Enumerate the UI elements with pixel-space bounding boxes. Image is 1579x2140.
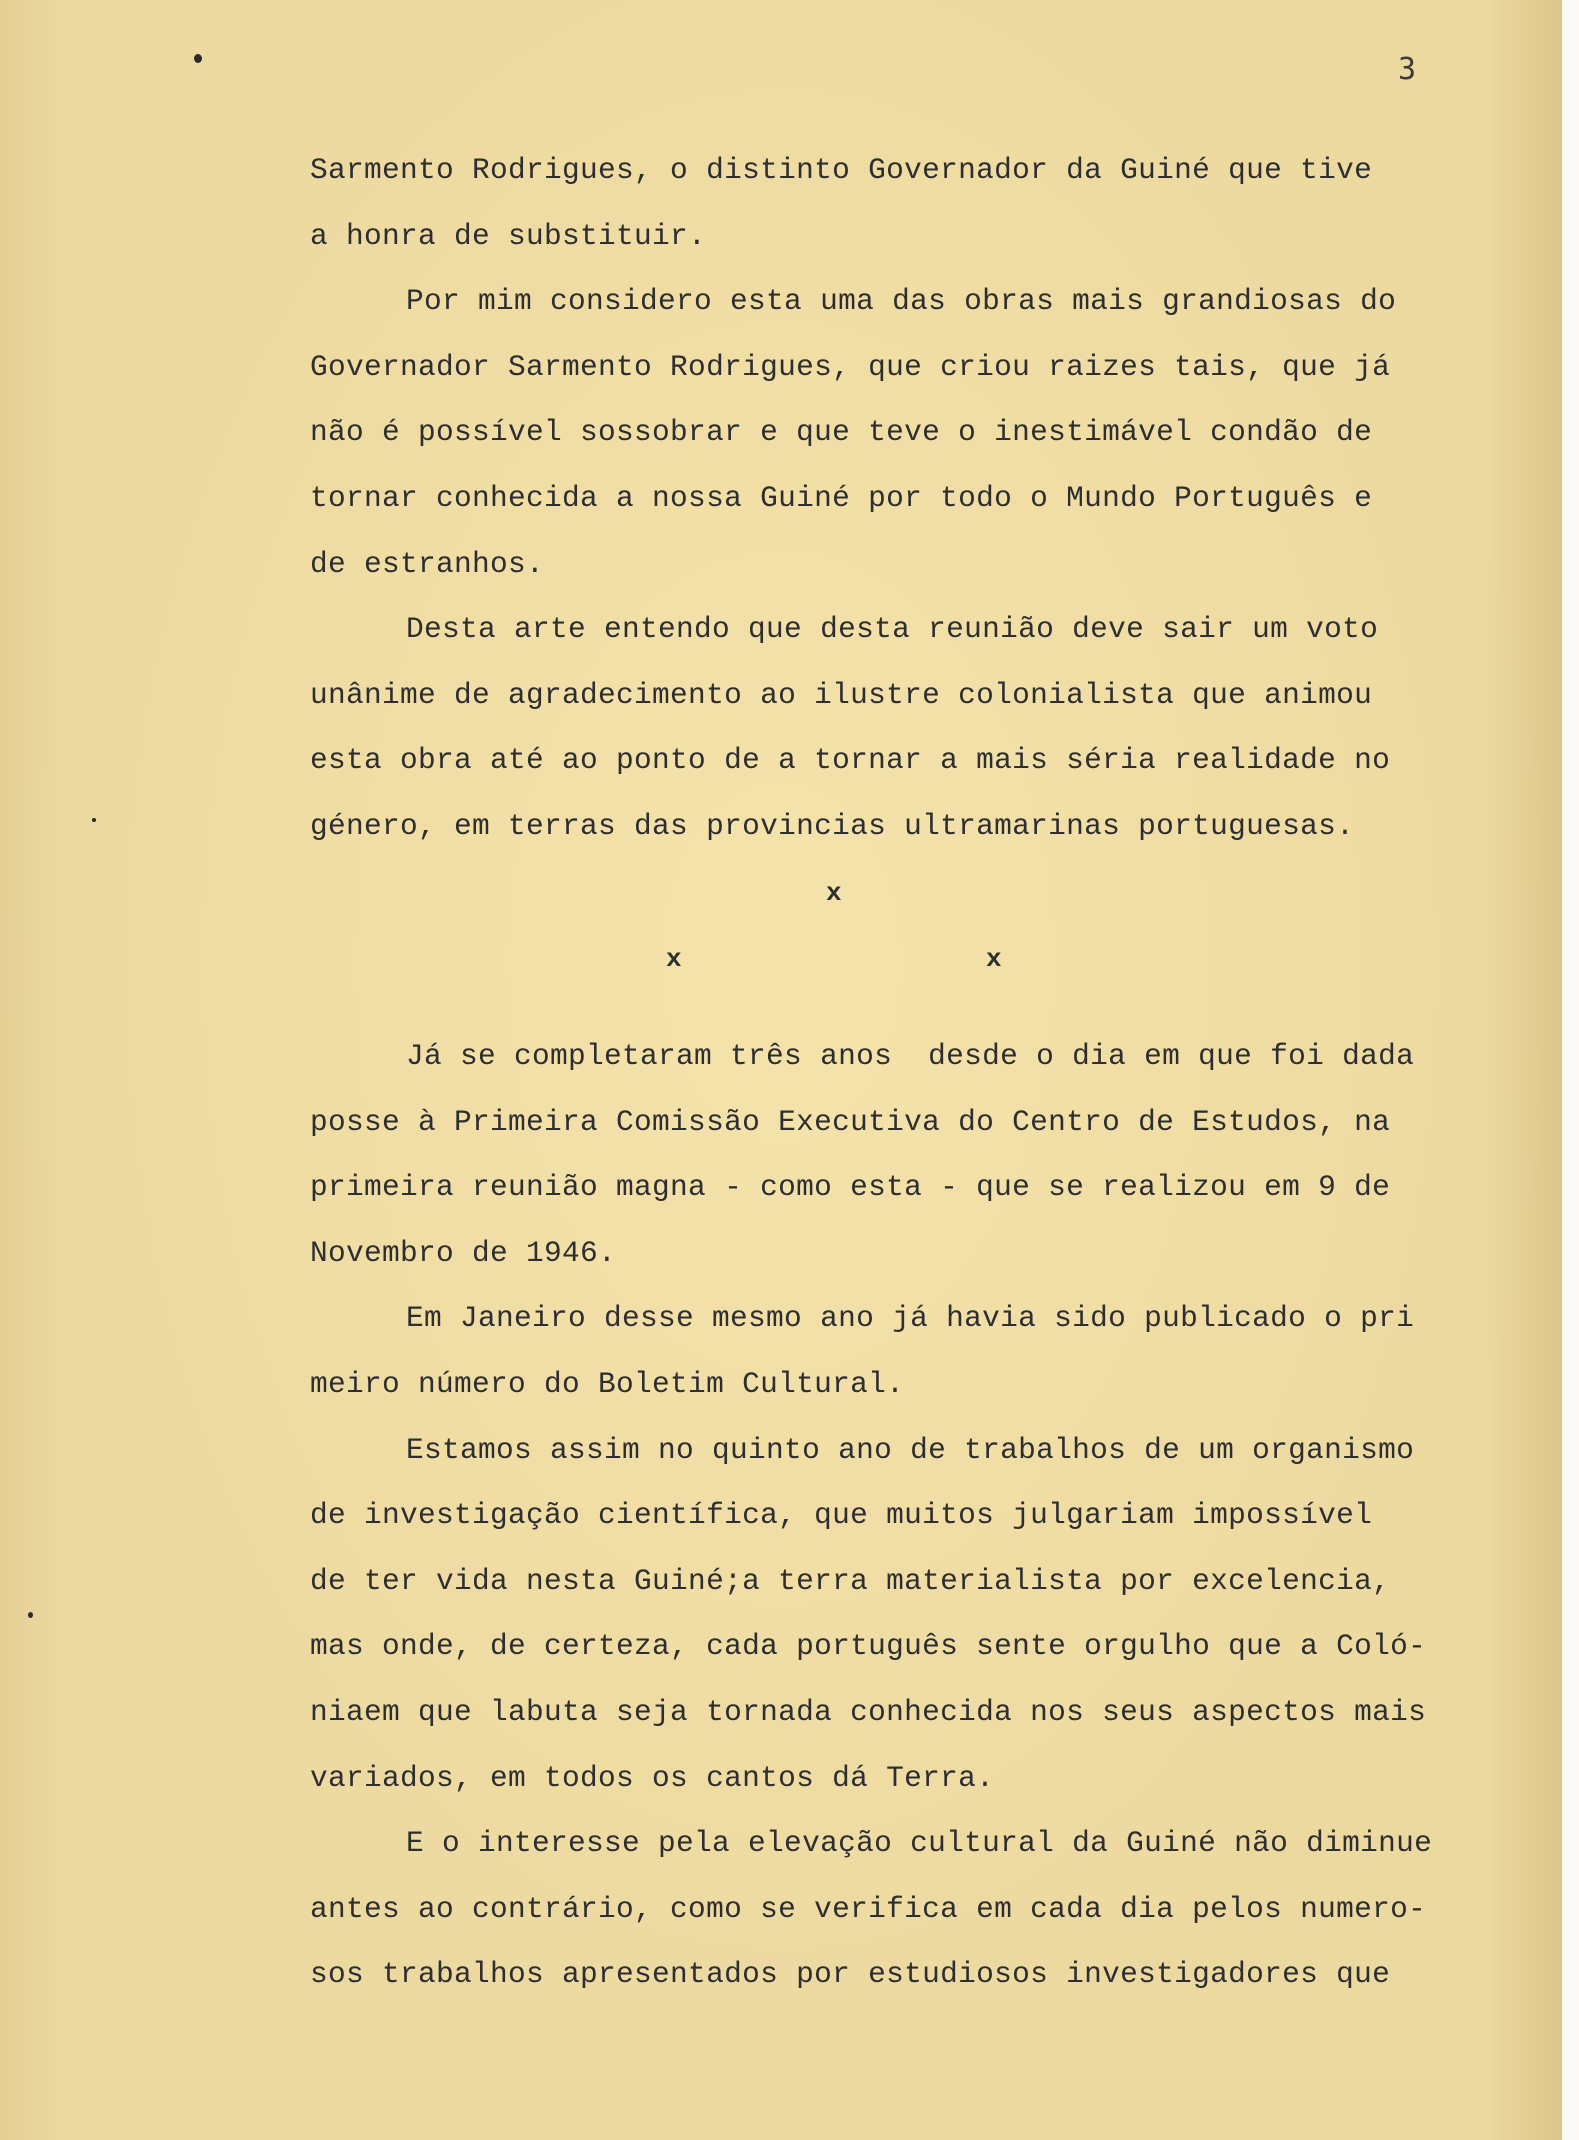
- text-line: a honra de substituir.: [310, 218, 707, 253]
- text-line: Já se completaram três anos desde o dia em que foi dada: [406, 1039, 1415, 1073]
- text-line: niaem que labuta seja tornada conhecida nos seus aspectos mais: [310, 1694, 1427, 1729]
- ink-spot: [194, 54, 202, 63]
- body-text-top: [310, 138, 1550, 860]
- text-line: Em Janeiro desse mesmo ano já havia sido publicado o pri: [406, 1301, 1415, 1336]
- text-line: de estranhos.: [310, 546, 545, 581]
- text-line: Governador Sarmento Rodrigues, que criou raizes tais, que já: [310, 349, 1391, 384]
- text-line: mas onde, de certeza, cada português sente orgulho que a Coló-: [310, 1629, 1427, 1664]
- text-line: tornar conhecida a nossa Guiné por todo o Mundo Português e: [310, 480, 1373, 515]
- text-line: de investigação científica, que muitos julgariam impossível: [310, 1498, 1373, 1533]
- page-edge: [1562, 0, 1579, 2140]
- text-line: de ter vida nesta Guiné;a terra materialista por excelencia,: [310, 1563, 1391, 1598]
- text-line: sos trabalhos apresentados por estudiosos investigadores que: [310, 1957, 1391, 1992]
- separator-mark: x: [826, 878, 842, 908]
- separator-mark: x: [666, 944, 682, 974]
- ink-speck: [92, 818, 96, 822]
- text-line: unânime de agradecimento ao ilustre colonialista que animou: [310, 677, 1373, 712]
- text-line: esta obra até ao ponto de a tornar a mais séria realidade no: [310, 743, 1391, 778]
- text-line: posse à Primeira Comissão Executiva do Centro de Estudos, na: [310, 1104, 1391, 1139]
- text-line: Estamos assim no quinto ano de trabalhos de um organismo: [406, 1432, 1415, 1467]
- text-line: meiro número do Boletim Cultural.: [310, 1366, 905, 1401]
- ink-speck: [28, 1612, 33, 1618]
- text-line: Por mim considero esta uma das obras mais grandiosas do: [406, 284, 1397, 319]
- text-line: género, em terras das provincias ultramarinas portuguesas.: [310, 808, 1355, 843]
- separator-mark: x: [986, 944, 1002, 974]
- text-line: Sarmento Rodrigues, o distinto Governador da Guiné que tive: [310, 153, 1373, 187]
- page-number: 3: [1398, 52, 1417, 87]
- text-line: não é possível sossobrar e que teve o inestimável condão de: [310, 415, 1373, 450]
- text-line: Desta arte entendo que desta reunião deve sair um voto: [406, 612, 1379, 647]
- text-line: antes ao contrário, como se verifica em cada dia pelos numero-: [310, 1891, 1427, 1926]
- text-line: E o interesse pela elevação cultural da Guiné não diminue: [406, 1826, 1433, 1861]
- text-line: variados, em todos os cantos dá Terra.: [310, 1760, 995, 1795]
- body-text-bottom: [310, 1024, 1550, 2008]
- text-line: Novembro de 1946.: [310, 1235, 617, 1270]
- text-line: primeira reunião magna - como esta - que se realizou em 9 de: [310, 1170, 1391, 1205]
